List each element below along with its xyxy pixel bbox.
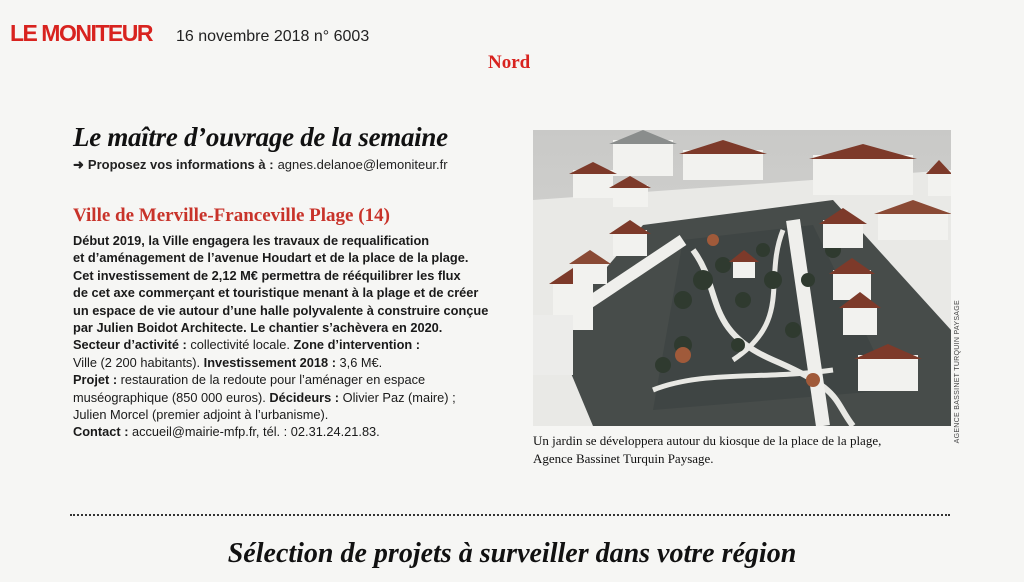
article-line bbox=[73, 336, 503, 353]
model-photo-illustration bbox=[533, 130, 951, 426]
article-line bbox=[73, 406, 503, 423]
article-line bbox=[73, 249, 503, 266]
article-line bbox=[73, 284, 503, 301]
article-line bbox=[73, 371, 503, 388]
article-line bbox=[73, 302, 503, 319]
propose-email-link[interactable]: agnes.delanoe@lemoniteur.fr bbox=[277, 157, 448, 172]
article-body bbox=[73, 232, 503, 441]
body-text: Ville (2 200 habitants). bbox=[73, 354, 204, 370]
dotted-divider bbox=[70, 514, 950, 516]
bold-text: Cet investissement de 2,12 M€ permettra de rééquilibrer les flux bbox=[73, 267, 461, 283]
architectural-model-photo bbox=[533, 130, 951, 426]
bold-text: un espace de vie autour d’une halle polyvalente à construire conçue bbox=[73, 302, 489, 318]
bold-text: Zone d’intervention : bbox=[293, 337, 421, 353]
bold-text: Investissement 2018 : bbox=[203, 354, 336, 370]
bold-text: Secteur d’activité : bbox=[73, 337, 187, 353]
bold-text: de cet axe commerçant et touristique menant à la plage et de créer bbox=[73, 285, 479, 301]
body-text: Julien Morcel (premier adjoint à l’urbanisme). bbox=[73, 407, 329, 423]
bold-text: Projet : bbox=[73, 372, 118, 388]
article-line bbox=[73, 232, 503, 249]
project-title: Ville de Merville-Franceville Plage (14) bbox=[73, 205, 390, 226]
body-text: restauration de la redoute pour l’aménager en espace bbox=[117, 372, 426, 388]
article-line bbox=[73, 267, 503, 284]
bold-text: par Julien Boidot Architecte. Le chantier s’achèvera en 2020. bbox=[73, 320, 443, 336]
photo-caption bbox=[533, 432, 881, 468]
section-title: Le maître d’ouvrage de la semaine bbox=[73, 122, 448, 152]
arrow-right-icon: ➜ bbox=[73, 157, 84, 172]
body-text: Olivier Paz (maire) ; bbox=[339, 389, 456, 405]
propose-label: Proposez vos informations à : bbox=[87, 157, 274, 172]
bold-text: et d’aménagement de l’avenue Houdart et de la place de la plage. bbox=[73, 250, 469, 266]
selection-heading: Sélection de projets à surveiller dans votre région bbox=[227, 538, 797, 569]
body-text: 3,6 M€. bbox=[335, 354, 383, 370]
bold-text: Contact : bbox=[73, 424, 129, 440]
article-line bbox=[73, 389, 503, 406]
le-moniteur-logo: LE MONITEUR bbox=[10, 20, 152, 46]
issue-date: 16 novembre 2018 n° 6003 bbox=[176, 28, 370, 45]
body-text: collectivité locale. bbox=[186, 337, 294, 353]
caption-line: Agence Bassinet Turquin Paysage. bbox=[533, 451, 714, 466]
bold-text: Début 2019, la Ville engagera les travaux de requalification bbox=[73, 233, 430, 248]
caption-line: Un jardin se développera autour du kiosque de la place de la plage, bbox=[533, 433, 882, 448]
body-text: accueil@mairie-mfp.fr, tél. : 02.31.24.21.83. bbox=[128, 424, 380, 440]
article-line bbox=[73, 423, 503, 440]
body-text: muséographique (850 000 euros). bbox=[73, 389, 270, 405]
article-line bbox=[73, 354, 503, 371]
photo-credit: AGENCE BASSINET TURQUIN PAYSAGE bbox=[954, 300, 961, 444]
bold-text: Décideurs : bbox=[269, 389, 340, 405]
propose-line bbox=[73, 157, 448, 173]
article-line bbox=[73, 319, 503, 336]
region-label: Nord bbox=[488, 52, 531, 73]
